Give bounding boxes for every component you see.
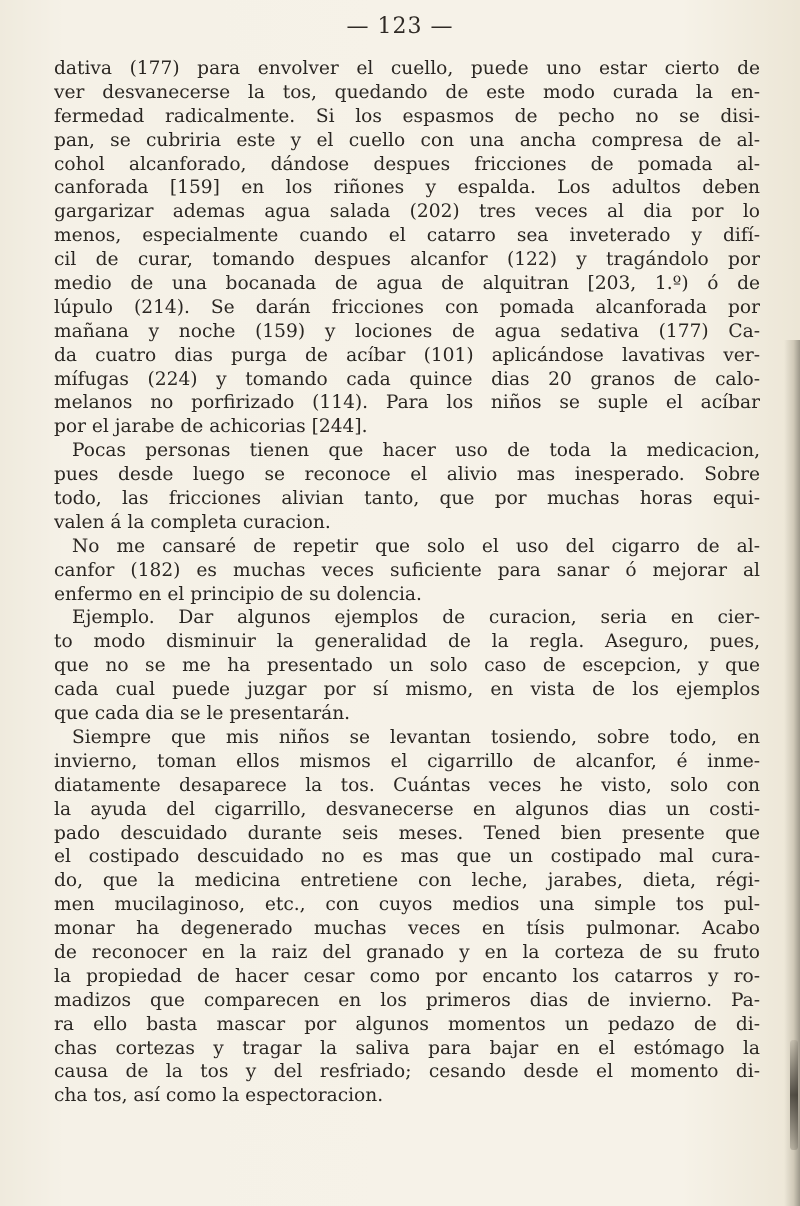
text-line: Ejemplo. Dar algunos ejemplos de curacion, seria en cier-: [72, 607, 760, 629]
text-line: gargarizar ademas agua salada (202) tres veces al dia por lo: [54, 201, 760, 223]
text-line: todo, las fricciones alivian tanto, que por muchas horas equi-: [54, 488, 760, 510]
text-line: cohol alcanforado, dándose despues fricciones de pomada al-: [54, 153, 760, 175]
text-line: menos, especialmente cuando el catarro sea inveterado y difí-: [54, 225, 760, 247]
text-line: dativa (177) para envolver el cuello, puede uno estar cierto de: [54, 58, 760, 79]
text-line: ra ello basta mascar por algunos momentos un pedazo de di-: [54, 1013, 760, 1035]
text-line: to modo disminuir la generalidad de la regla. Aseguro, pues,: [54, 631, 760, 653]
text-line: da cuatro dias purga de acíbar (101) aplicándose lavativas ver-: [54, 344, 760, 366]
text-line: lúpulo (214). Se darán fricciones con pomada alcanforada por: [54, 296, 760, 318]
text-line: enfermo en el principio de su dolencia.: [54, 583, 422, 605]
text-line: pan, se cubriria este y el cuello con una ancha compresa de al-: [54, 129, 760, 151]
text-line: de reconocer en la raiz del granado y en la corteza de su fruto: [54, 941, 760, 963]
text-line: la propiedad de hacer cesar como por encanto los catarros y ro-: [54, 965, 760, 987]
text-line: fermedad radicalmente. Si los espasmos de pecho no se disi-: [54, 105, 760, 127]
text-line: mañana y noche (159) y lociones de agua sedativa (177) Ca-: [54, 320, 760, 342]
text-line: men mucilaginoso, etc., con cuyos medios una simple tos pul-: [54, 894, 760, 916]
text-line: que cada dia se le presentarán.: [54, 703, 351, 725]
text-line: causa de la tos y del resfriado; cesando desde el momento di-: [54, 1061, 760, 1083]
text-line: mífugas (224) y tomando cada quince dias 20 granos de calo-: [54, 368, 760, 390]
text-line: medio de una bocanada de agua de alquitran [203, 1.º) ó de: [54, 273, 760, 295]
text-line: valen á la completa curacion.: [54, 511, 331, 533]
text-line: canforada [159] en los riñones y espalda. Los adultos deben: [54, 177, 760, 199]
text-line: No me cansaré de repetir que solo el uso del cigarro de al-: [72, 535, 760, 557]
text-line: Siempre que mis niños se levantan tosiendo, sobre todo, en: [72, 726, 760, 748]
text-line: madizos que comparecen en los primeros dias de invierno. Pa-: [54, 989, 760, 1011]
text-line: pues desde luego se reconoce el alivio mas inesperado. Sobre: [54, 464, 760, 486]
text-line: melanos no porfirizado (114). Para los niños se suple el acíbar: [54, 392, 760, 414]
text-line: ver desvanecerse la tos, quedando de este modo curada la en-: [54, 81, 760, 103]
page-number: — 123 —: [346, 14, 454, 39]
text-line: el costipado descuidado no es mas que un costipado mal cura-: [54, 846, 760, 868]
text-line: invierno, toman ellos mismos el cigarrillo de alcanfor, é inme-: [54, 750, 760, 772]
body-text: [54, 57, 760, 1108]
text-line: pado descuidado durante seis meses. Tened bien presente que: [54, 822, 760, 844]
text-line: por el jarabe de achicorias [244].: [54, 416, 368, 438]
text-line: que no se me ha presentado un solo caso de escepcion, y que: [54, 655, 760, 677]
text-line: chas cortezas y tragar la saliva para bajar en el estómago la: [54, 1037, 760, 1059]
text-line: la ayuda del cigarrillo, desvanecerse en algunos dias un costi-: [54, 798, 760, 820]
text-line: monar ha degenerado muchas veces en tísis pulmonar. Acabo: [54, 918, 760, 940]
text-line: cada cual puede juzgar por sí mismo, en vista de los ejemplos: [54, 679, 760, 701]
text-line: Pocas personas tienen que hacer uso de toda la medicacion,: [72, 440, 760, 462]
text-line: cil de curar, tomando despues alcanfor (122) y tragándolo por: [54, 249, 760, 271]
text-line: diatamente desaparece la tos. Cuántas veces he visto, solo con: [54, 774, 760, 796]
text-line: cha tos, así como la espectoracion.: [54, 1085, 384, 1107]
text-line: do, que la medicina entretiene con leche, jarabes, dieta, régi-: [54, 870, 760, 892]
page-edge-mark: [790, 1040, 798, 1150]
text-line: canfor (182) es muchas veces suficiente para sanar ó mejorar al: [54, 559, 760, 581]
